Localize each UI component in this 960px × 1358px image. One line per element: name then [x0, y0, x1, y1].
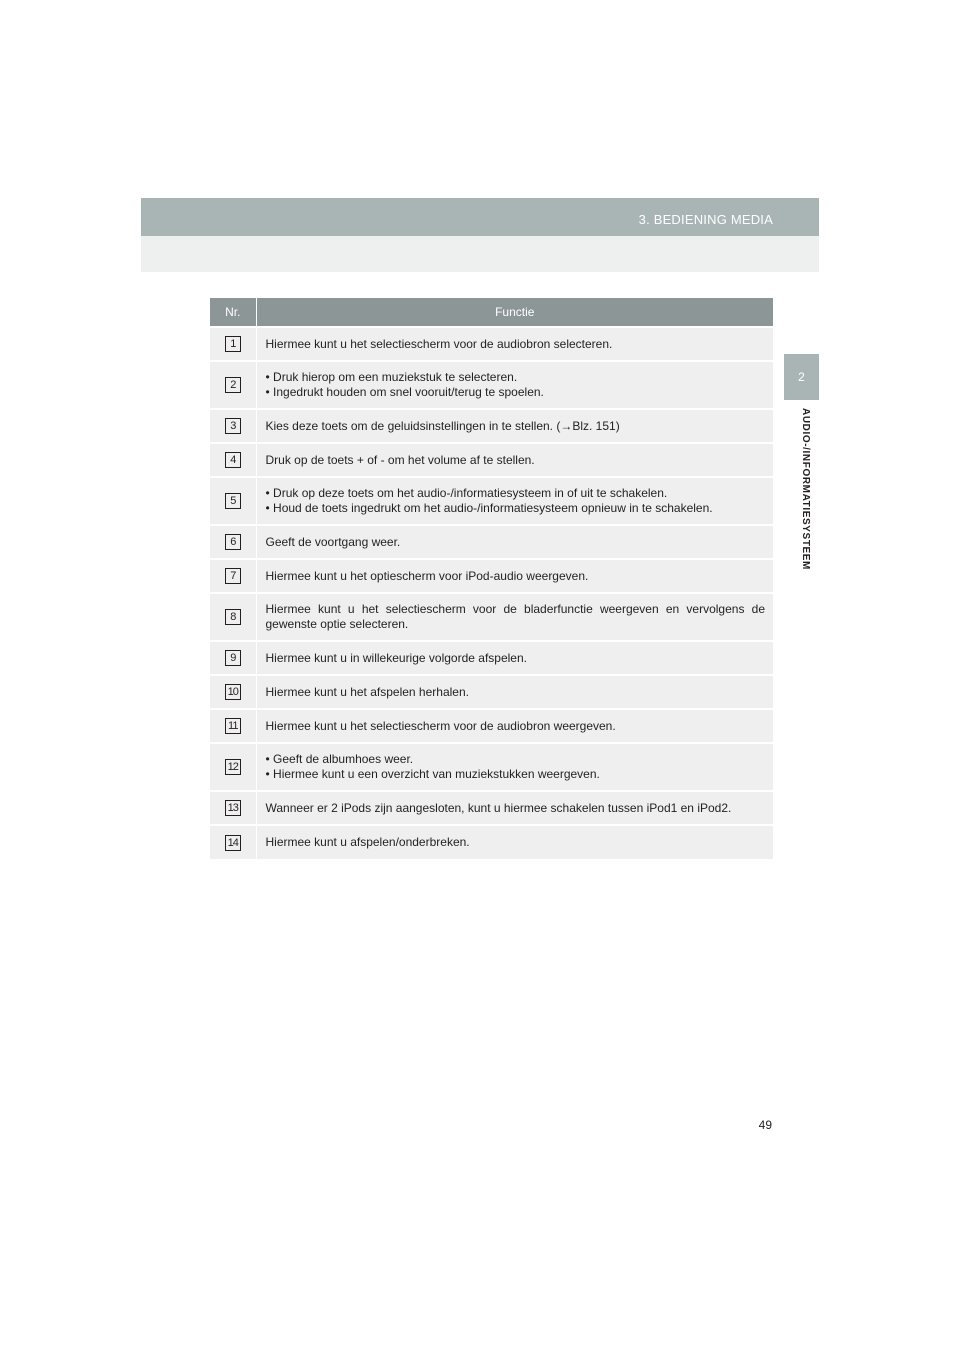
header-sub-band — [141, 236, 819, 272]
description-text: Hiermee kunt u het selectiescherm voor de bladerfunctie weergeven en vervolgens de gewenste optie selecteren. — [265, 602, 765, 631]
table-row — [210, 675, 773, 709]
table-row — [210, 477, 773, 525]
number-badge: 2 — [225, 377, 241, 393]
description-text: Hiermee kunt u afspelen/onderbreken. — [265, 835, 470, 849]
description-text: Hiermee kunt u in willekeurige volgorde afspelen. — [265, 650, 527, 665]
number-badge: 12 — [225, 759, 241, 775]
description-text: Hiermee kunt u het selectiescherm voor de audiobron weergeven. — [265, 718, 616, 733]
row-number-cell — [210, 593, 256, 641]
number-badge: 11 — [225, 718, 241, 734]
bullet-line: • Geeft de albumhoes weer. — [265, 752, 414, 766]
function-table — [210, 298, 773, 859]
column-header-function: Functie — [256, 298, 773, 327]
bullet-line: • Druk op deze toets om het audio-/informatiesysteem in of uit te schakelen. — [265, 486, 668, 500]
row-description-cell — [256, 361, 773, 409]
row-description-cell — [256, 825, 773, 859]
row-number-cell — [210, 709, 256, 743]
table-row — [210, 327, 773, 361]
bullet-line: • Druk hierop om een muziekstuk te selecteren. — [265, 370, 518, 384]
table-body — [210, 327, 773, 859]
description-text: Kies deze toets om de geluidsinstellingen in te stellen. (→Blz. 151) — [265, 418, 620, 433]
row-number-cell — [210, 525, 256, 559]
row-number-cell — [210, 443, 256, 477]
number-badge: 6 — [225, 534, 241, 550]
section-title: 3. BEDIENING MEDIA — [638, 212, 773, 227]
description-text: Wanneer er 2 iPods zijn aangesloten, kunt u hiermee schakelen tussen iPod1 en iPod2. — [265, 800, 732, 815]
description-text: Geeft de voortgang weer. — [265, 534, 401, 549]
bullet-line: • Ingedrukt houden om snel vooruit/terug te spoelen. — [265, 385, 544, 399]
description-text: Hiermee kunt u het optiescherm voor iPod-audio weergeven. — [265, 568, 589, 583]
number-badge: 10 — [225, 684, 241, 700]
number-badge: 3 — [225, 418, 241, 434]
description-text: Hiermee kunt u het selectiescherm voor de audiobron selecteren. — [265, 336, 613, 351]
row-number-cell — [210, 559, 256, 593]
bullet-line: • Houd de toets ingedrukt om het audio-/informatiesysteem opnieuw in te schakelen. — [265, 501, 713, 515]
row-description-cell — [256, 593, 773, 641]
number-badge: 9 — [225, 650, 241, 666]
row-number-cell — [210, 641, 256, 675]
header-band — [141, 198, 819, 236]
column-header-nr: Nr. — [210, 298, 256, 327]
row-description-cell — [256, 791, 773, 825]
table-row — [210, 443, 773, 477]
row-number-cell — [210, 791, 256, 825]
number-badge: 4 — [225, 452, 241, 468]
row-number-cell — [210, 361, 256, 409]
number-badge: 1 — [225, 336, 241, 352]
table-row — [210, 361, 773, 409]
number-badge: 8 — [225, 609, 241, 625]
row-description-cell — [256, 443, 773, 477]
row-number-cell — [210, 675, 256, 709]
row-description-cell — [256, 559, 773, 593]
row-description-cell — [256, 477, 773, 525]
row-description-cell — [256, 675, 773, 709]
chapter-tab — [784, 354, 819, 400]
row-number-cell — [210, 825, 256, 859]
table-row — [210, 525, 773, 559]
chapter-label: AUDIO-/INFORMATIESYSTEEM — [800, 408, 811, 570]
table-row — [210, 709, 773, 743]
description-text: Hiermee kunt u het afspelen herhalen. — [265, 684, 469, 699]
number-badge: 7 — [225, 568, 241, 584]
table-row — [210, 825, 773, 859]
table-row — [210, 641, 773, 675]
row-description-cell — [256, 409, 773, 443]
row-description-cell — [256, 641, 773, 675]
row-number-cell — [210, 409, 256, 443]
row-number-cell — [210, 477, 256, 525]
row-number-cell — [210, 743, 256, 791]
table-header-row — [210, 298, 773, 327]
description-text: Druk op de toets + of - om het volume af te stellen. — [265, 452, 535, 467]
bullet-line: • Hiermee kunt u een overzicht van muziekstukken weergeven. — [265, 767, 600, 781]
number-badge: 13 — [225, 800, 241, 816]
table-row — [210, 559, 773, 593]
row-description-cell — [256, 709, 773, 743]
table-row — [210, 743, 773, 791]
row-description-cell — [256, 743, 773, 791]
table-row — [210, 593, 773, 641]
row-description-cell — [256, 525, 773, 559]
chapter-number: 2 — [798, 370, 805, 384]
number-badge: 14 — [225, 835, 241, 851]
table-row — [210, 409, 773, 443]
number-badge: 5 — [225, 493, 241, 509]
row-description-cell — [256, 327, 773, 361]
row-number-cell — [210, 327, 256, 361]
page-number: 49 — [758, 1118, 772, 1132]
table-row — [210, 791, 773, 825]
